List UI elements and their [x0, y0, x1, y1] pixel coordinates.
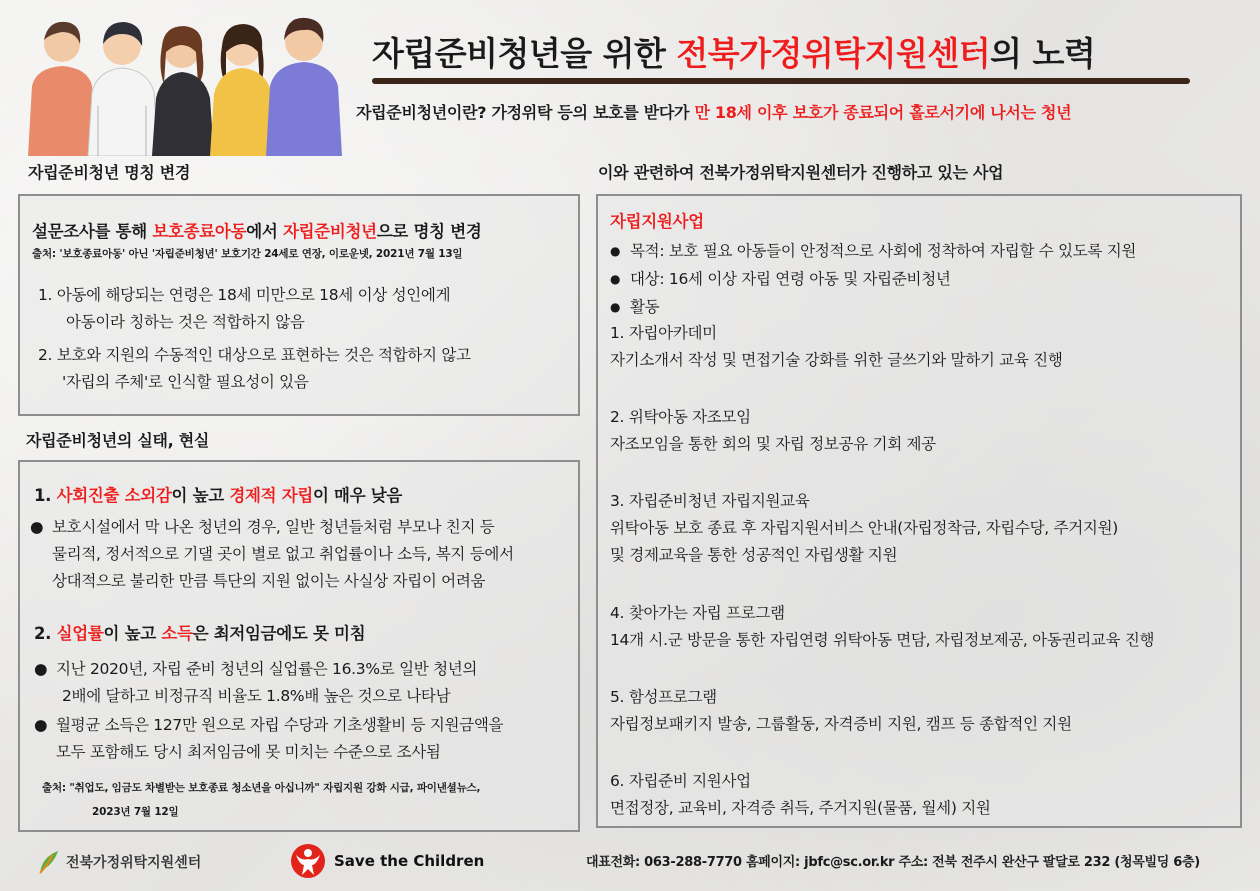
- headline-highlight: 보호종료아동: [152, 222, 247, 241]
- subtitle-highlight: 만 18세 이후 보호가 종료되어 홀로서기에 나서는 청년: [694, 103, 1072, 122]
- headline-highlight: 자립준비청년: [282, 222, 377, 241]
- program-title: 자립지원사업: [610, 212, 704, 231]
- program-purpose: 목적: 보호 필요 아동들이 안정적으로 사회에 정착하여 자립할 수 있도록 지원: [630, 242, 1137, 260]
- person-4: [210, 24, 276, 156]
- name-change-box: [18, 194, 580, 416]
- activity-title: 1. 자립아카데미: [610, 324, 717, 342]
- person-1: [28, 22, 96, 156]
- point-part: 1.: [34, 486, 57, 505]
- source-citation-date: 2023년 7월 12일: [92, 806, 179, 818]
- page-subtitle: [356, 100, 1256, 123]
- bullet-dot: ●: [610, 300, 621, 314]
- body-line: 지난 2020년, 자립 준비 청년의 실업률은 16.3%로 일반 청년의: [56, 660, 478, 678]
- point-part: 2.: [34, 624, 57, 643]
- activity-title: 4. 찾아가는 자립 프로그램: [610, 604, 785, 622]
- headline-part: 에서: [246, 222, 283, 241]
- point-part: 은 최저임금에도 못 미침: [192, 624, 366, 643]
- person-5: [266, 18, 342, 156]
- person-2: [88, 22, 158, 156]
- activity-desc: 면접정장, 교육비, 자격증 취득, 주거지원(물품, 월세) 지원: [610, 799, 991, 817]
- save-the-children-text: Save the Children: [334, 852, 485, 870]
- activity-desc: 자기소개서 작성 및 면접기술 강화를 위한 글쓰기와 말하기 교육 진행: [610, 351, 1063, 369]
- list-item: [38, 342, 471, 396]
- body-line: 2배에 달하고 비정규직 비율도 1.8%배 높은 것으로 나타남: [62, 687, 451, 705]
- list-item-line: 2. 보호와 지원의 수동적인 대상으로 표현하는 것은 적합하지 않고: [38, 346, 471, 364]
- activity-1: [610, 320, 1063, 374]
- activity-3: [610, 488, 1118, 569]
- activity-title: 2. 위탁아동 자조모임: [610, 408, 751, 426]
- activity-4: [610, 600, 1154, 654]
- source-citation: 출처: "취업도, 임금도 차별받는 보호종료 청소년을 아십니까" 자립지원 강화 시급, 파이낸셜뉴스,: [42, 782, 481, 794]
- point-highlight: 경제적 자립: [229, 486, 313, 505]
- activity-desc: 14개 시.군 방문을 통한 자립연령 위탁아동 면담, 자립정보제공, 아동권리교육 진행: [610, 631, 1155, 649]
- section-title-programs: 이와 관련하여 전북가정위탁지원센터가 진행하고 있는 사업: [598, 163, 1004, 182]
- programs-box: [596, 194, 1242, 828]
- activity-desc: 자립정보패키지 발송, 그룹활동, 자격증비 지원, 캠프 등 종합적인 지원: [610, 715, 1072, 733]
- reality-point-2-bullet-1: [56, 656, 477, 710]
- activity-title: 5. 함성프로그램: [610, 688, 717, 706]
- save-the-children-icon: [290, 843, 326, 879]
- point-part: 이 높고: [171, 486, 230, 505]
- title-underline: [372, 78, 1190, 84]
- list-item-line: 아동이라 칭하는 것은 적합하지 않음: [66, 313, 305, 331]
- reality-point-1-title: [34, 482, 402, 506]
- activity-6: [610, 768, 991, 822]
- title-highlight: 전북가정위탁지원센터: [676, 34, 991, 73]
- person-3: [152, 26, 214, 156]
- section-title-name-change: 자립준비청년 명칭 변경: [28, 163, 191, 182]
- bullet-dot: ●: [610, 244, 621, 258]
- activity-title: 6. 자립준비 지원사업: [610, 772, 751, 790]
- activity-desc: 및 경제교육을 통한 성공적인 자립생활 지원: [610, 546, 898, 564]
- activity-desc: 위탁아동 보호 종료 후 자립지원서비스 안내(자립정착금, 자립수당, 주거지원): [610, 519, 1119, 537]
- name-change-headline: [32, 218, 482, 242]
- subtitle-part: 자립준비청년이란? 가정위탁 등의 보호를 받다가: [356, 103, 695, 122]
- footer-contact: 대표전화: 063-288-7770 홈페이지: jbfc@sc.or.kr 주소: 전북 전주시 완산구 팔달로 232 (청목빌딩 6층): [586, 855, 1200, 870]
- body-line: 보호시설에서 막 나온 청년의 경우, 일반 청년들처럼 부모나 친지 등: [52, 518, 495, 536]
- people-illustration: [14, 6, 344, 156]
- activity-2: [610, 404, 936, 458]
- headline-part: 으로 명칭 변경: [376, 222, 482, 241]
- list-item-line: '자립의 주체'로 인식할 필요성이 있음: [62, 373, 309, 391]
- bullet-dot: ●: [34, 660, 48, 678]
- reality-point-2-bullet-2: [56, 712, 503, 766]
- reality-point-1-body: [52, 514, 514, 595]
- bullet-dot: ●: [34, 716, 48, 734]
- reality-point-2-title: [34, 620, 365, 644]
- section-title-reality: 자립준비청년의 실태, 현실: [26, 431, 210, 450]
- program-target: 대상: 16세 이상 자립 연령 아동 및 자립준비청년: [630, 270, 951, 288]
- activity-5: [610, 684, 1072, 738]
- source-citation: 출처: '보호종료아동' 아닌 '자립준비청년' 보호기간 24세로 연장, 이로운넷, 2021년 7월 13일: [32, 248, 463, 260]
- point-part: 이 매우 낮음: [312, 486, 403, 505]
- activity-title: 3. 자립준비청년 자립지원교육: [610, 492, 810, 510]
- body-line: 모두 포함해도 당시 최저임금에 못 미치는 수준으로 조사됨: [56, 743, 441, 761]
- body-line: 물리적, 정서적으로 기댈 곳이 별로 없고 취업률이나 소득, 복지 등에서: [52, 545, 514, 563]
- reality-box: [18, 460, 580, 832]
- program-activities-label: 활동: [630, 298, 660, 316]
- body-line: 월평균 소득은 127만 원으로 자립 수당과 기초생활비 등 지원금액을: [56, 716, 504, 734]
- jbfc-logo-text: 전북가정위탁지원센터: [66, 855, 202, 871]
- save-the-children-logo: [290, 843, 484, 879]
- bullet-dot: ●: [610, 272, 621, 286]
- bullet-dot: ●: [30, 518, 44, 536]
- leaf-icon: [38, 849, 60, 875]
- activity-desc: 자조모임을 통한 회의 및 자립 정보공유 기회 제공: [610, 435, 936, 453]
- jbfc-logo: [38, 848, 201, 876]
- point-highlight: 실업률: [56, 624, 104, 643]
- body-line: 상대적으로 불리한 만큼 특단의 지원 없이는 사실상 자립이 어려움: [52, 572, 486, 590]
- list-item: [38, 282, 450, 336]
- title-part: 의 노력: [990, 34, 1096, 73]
- list-item-line: 1. 아동에 해당되는 연령은 18세 미만으로 18세 이상 성인에게: [38, 286, 451, 304]
- title-part: 자립준비청년을 위한: [372, 34, 677, 73]
- page-title: [372, 28, 1192, 75]
- point-highlight: 소득: [161, 624, 193, 643]
- headline-part: 설문조사를 통해: [32, 222, 153, 241]
- point-part: 이 높고: [103, 624, 162, 643]
- point-highlight: 사회진출 소외감: [56, 486, 172, 505]
